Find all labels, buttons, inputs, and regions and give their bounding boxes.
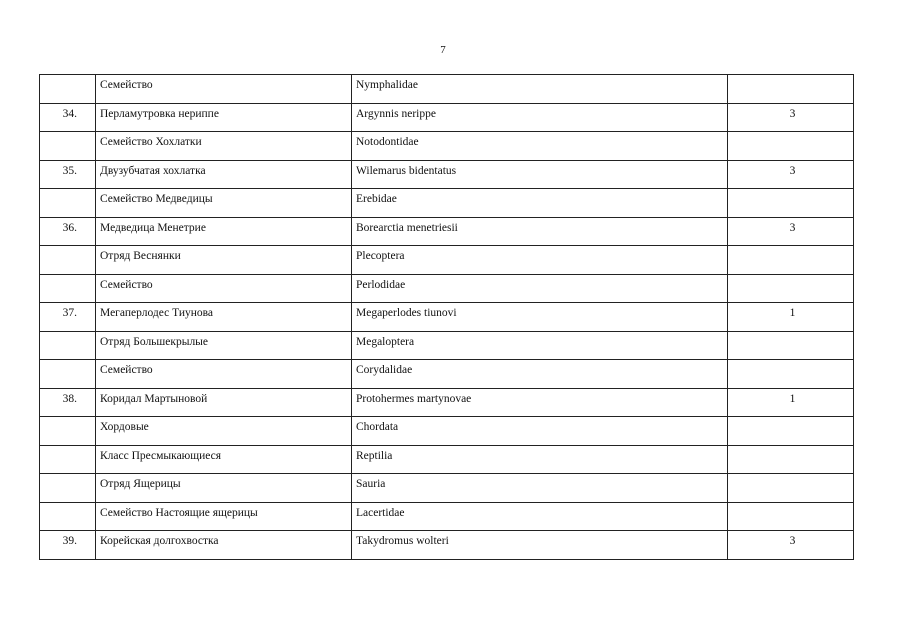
latin-name-cell: Plecoptera — [352, 246, 728, 275]
table-row — [40, 132, 854, 161]
latin-name-cell: Nymphalidae — [352, 75, 728, 104]
table-row — [40, 189, 854, 218]
table-row — [40, 246, 854, 275]
russian-name-cell: Семейство — [96, 360, 352, 389]
category-cell: 3 — [728, 103, 854, 132]
russian-name-cell: Мегаперлодес Тиунова — [96, 303, 352, 332]
table-row — [40, 502, 854, 531]
row-number-cell — [40, 246, 96, 275]
latin-name-cell: Lacertidae — [352, 502, 728, 531]
category-cell — [728, 360, 854, 389]
category-cell — [728, 274, 854, 303]
category-cell — [728, 417, 854, 446]
row-number-cell — [40, 445, 96, 474]
russian-name-cell: Хордовые — [96, 417, 352, 446]
row-number-cell — [40, 417, 96, 446]
row-number-cell — [40, 502, 96, 531]
russian-name-cell: Отряд Ящерицы — [96, 474, 352, 503]
row-number-cell: 35. — [40, 160, 96, 189]
latin-name-cell: Chordata — [352, 417, 728, 446]
russian-name-cell: Семейство — [96, 274, 352, 303]
table-row — [40, 331, 854, 360]
category-cell: 3 — [728, 160, 854, 189]
row-number-cell: 37. — [40, 303, 96, 332]
row-number-cell — [40, 474, 96, 503]
category-cell — [728, 246, 854, 275]
latin-name-cell: Sauria — [352, 474, 728, 503]
table-row — [40, 274, 854, 303]
table-row — [40, 75, 854, 104]
latin-name-cell: Notodontidae — [352, 132, 728, 161]
row-number-cell — [40, 75, 96, 104]
table-row — [40, 217, 854, 246]
row-number-cell: 36. — [40, 217, 96, 246]
russian-name-cell: Семейство Хохлатки — [96, 132, 352, 161]
russian-name-cell: Двузубчатая хохлатка — [96, 160, 352, 189]
latin-name-cell: Perlodidae — [352, 274, 728, 303]
russian-name-cell: Отряд Большекрылые — [96, 331, 352, 360]
category-cell: 1 — [728, 303, 854, 332]
category-cell — [728, 189, 854, 218]
russian-name-cell: Перламутровка нериппе — [96, 103, 352, 132]
category-cell: 3 — [728, 217, 854, 246]
latin-name-cell: Corydalidae — [352, 360, 728, 389]
russian-name-cell: Класс Пресмыкающиеся — [96, 445, 352, 474]
category-cell — [728, 445, 854, 474]
row-number-cell — [40, 189, 96, 218]
species-table — [39, 74, 854, 560]
row-number-cell — [40, 274, 96, 303]
category-cell — [728, 502, 854, 531]
latin-name-cell: Megaloptera — [352, 331, 728, 360]
table-row — [40, 160, 854, 189]
table-row — [40, 474, 854, 503]
row-number-cell: 38. — [40, 388, 96, 417]
page-number: 7 — [440, 44, 446, 56]
latin-name-cell: Reptilia — [352, 445, 728, 474]
row-number-cell — [40, 331, 96, 360]
latin-name-cell: Megaperlodes tiunovi — [352, 303, 728, 332]
row-number-cell: 34. — [40, 103, 96, 132]
row-number-cell: 39. — [40, 531, 96, 560]
table-row — [40, 417, 854, 446]
category-cell: 1 — [728, 388, 854, 417]
russian-name-cell: Коридал Мартыновой — [96, 388, 352, 417]
latin-name-cell: Erebidae — [352, 189, 728, 218]
category-cell — [728, 474, 854, 503]
category-cell — [728, 75, 854, 104]
table-body — [40, 75, 854, 560]
russian-name-cell: Семейство Медведицы — [96, 189, 352, 218]
table-row — [40, 303, 854, 332]
latin-name-cell: Borearctia menetriesii — [352, 217, 728, 246]
row-number-cell — [40, 360, 96, 389]
category-cell — [728, 331, 854, 360]
russian-name-cell: Корейская долгохвостка — [96, 531, 352, 560]
table-row — [40, 531, 854, 560]
russian-name-cell: Отряд Веснянки — [96, 246, 352, 275]
russian-name-cell: Медведица Менетрие — [96, 217, 352, 246]
russian-name-cell: Семейство — [96, 75, 352, 104]
latin-name-cell: Argynnis nerippe — [352, 103, 728, 132]
table-row — [40, 103, 854, 132]
table-row — [40, 360, 854, 389]
latin-name-cell: Protohermes martynovae — [352, 388, 728, 417]
table-row — [40, 388, 854, 417]
latin-name-cell: Wilemarus bidentatus — [352, 160, 728, 189]
table-row — [40, 445, 854, 474]
row-number-cell — [40, 132, 96, 161]
latin-name-cell: Takydromus wolteri — [352, 531, 728, 560]
russian-name-cell: Семейство Настоящие ящерицы — [96, 502, 352, 531]
category-cell: 3 — [728, 531, 854, 560]
category-cell — [728, 132, 854, 161]
